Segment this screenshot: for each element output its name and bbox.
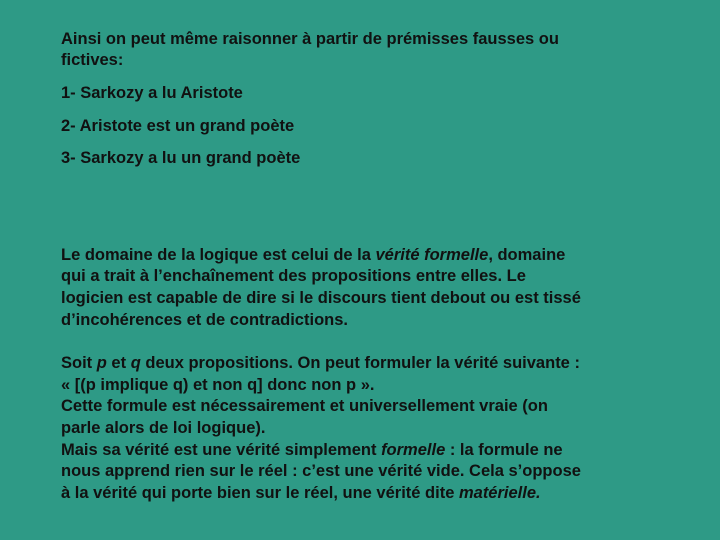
formula-paragraph-line-5: [61, 440, 563, 461]
logic-paragraph-line-3: logicien est capable de dire si le discours tient debout ou est tissé: [61, 289, 581, 307]
formula-paragraph-line-4: parle alors de loi logique).: [61, 419, 266, 437]
formula-text: et: [106, 354, 131, 372]
formula-text: Mais sa vérité est une vérité simplement: [61, 441, 382, 459]
formal-truth-term: vérité formelle: [375, 246, 489, 264]
formula-text: : la formule ne: [445, 441, 563, 459]
formula-text: deux propositions. On peut formuler la vérité suivante :: [140, 354, 580, 372]
formula-paragraph-line-3: Cette formule est nécessairement et universellement vraie (on: [61, 397, 548, 415]
formula-text: à la vérité qui porte bien sur le réel, une vérité dite: [61, 484, 459, 502]
logic-paragraph-line-4: d’incohérences et de contradictions.: [61, 311, 348, 329]
premise-1: 1- Sarkozy a lu Aristote: [61, 84, 243, 102]
intro-line-2: fictives:: [61, 51, 124, 69]
premise-3: 3- Sarkozy a lu un grand poète: [61, 149, 301, 167]
logic-paragraph-line-2: qui a trait à l’enchaînement des propositions entre elles. Le: [61, 267, 526, 285]
formula-paragraph-line-1: [61, 353, 580, 374]
premise-2: 2- Aristote est un grand poète: [61, 117, 295, 135]
formula-paragraph-line-7: [61, 483, 541, 504]
logic-text: Le domaine de la logique est celui de la: [61, 246, 376, 264]
intro-line-1: Ainsi on peut même raisonner à partir de prémisses fausses ou: [61, 30, 559, 48]
variable-p: p: [96, 354, 107, 372]
logic-text: , domaine: [488, 246, 566, 264]
variable-q: q: [130, 354, 141, 372]
formal-term: formelle: [381, 441, 446, 459]
formula-paragraph-line-6: nous apprend rien sur le réel : c’est une vérité vide. Cela s’oppose: [61, 462, 581, 480]
material-term: matérielle.: [458, 484, 541, 502]
formula-paragraph-line-2: « [(p implique q) et non q] donc non p ».: [61, 376, 375, 394]
logic-paragraph-line-1: [61, 245, 565, 266]
formula-text: Soit: [61, 354, 97, 372]
